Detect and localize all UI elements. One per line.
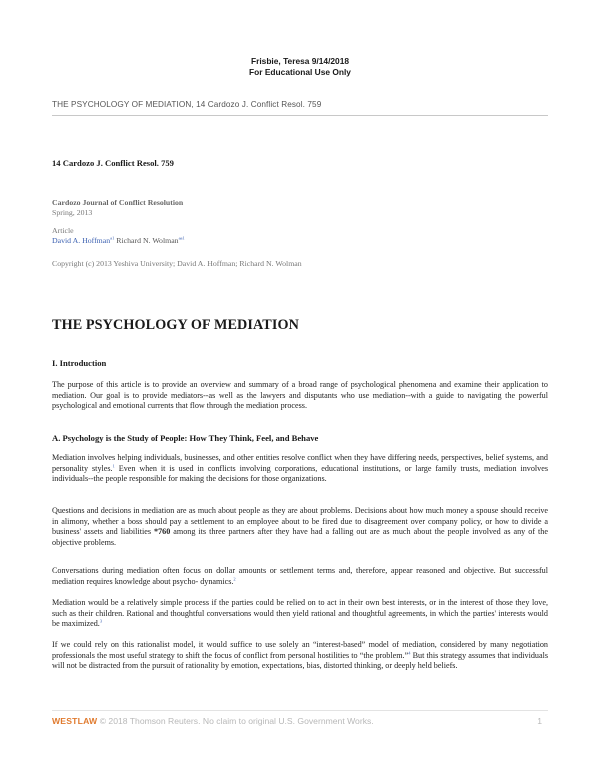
doc-title-bar: THE PSYCHOLOGY OF MEDIATION, 14 Cardozo J. Conflict Resol. 759 (52, 100, 322, 109)
paragraph (52, 640, 548, 672)
article-title: THE PSYCHOLOGY OF MEDIATION (52, 317, 299, 333)
author-footnote-link[interactable]: a1 (110, 235, 115, 241)
footnote-link[interactable]: 4 (408, 649, 411, 655)
footer-divider (52, 710, 548, 711)
text-span: Mediation involves helping individuals, businesses, and other entities resolve conflict when they have differing needs, perspectives, belief systems, and personality styles. (52, 453, 548, 473)
document-header (0, 56, 600, 77)
article-info (52, 226, 185, 246)
footnote-link[interactable]: 3 (99, 618, 103, 624)
text-span: Conversations during mediation often focus on dollar amounts or settlement terms and, therefore, appear reasoned and objective. But successful mediation requires knowledge about psycho- dynamics. (52, 566, 548, 586)
text-span: among its three partners after they have had a falling out are as much about the people involved as any of the objective problems. (52, 527, 548, 547)
paragraph-introduction: The purpose of this article is to provide an overview and summary of a broad range of psychological phenomena and examine their application to mediation. Our goal is to provide mediators--as well as the lawyers and disputants who use mediation--with a guide to navigating the powerful psychological and emotional currents that flow through the mediation process. (52, 380, 548, 411)
authors-line (52, 236, 185, 246)
page-number: 1 (537, 716, 542, 726)
section-heading-introduction: I. Introduction (52, 358, 107, 368)
westlaw-logo: WESTLAW (52, 716, 98, 726)
author-link-hoffman[interactable]: David A. Hoffman (52, 236, 111, 245)
journal-info (52, 198, 183, 218)
text-span: But this strategy assumes that individuals will not be distracted from the pursuit of rationality by emotion, expectations, bias, distorted thinking, or deeply held beliefs. (52, 650, 548, 671)
user-date-line: Frisbie, Teresa 9/14/2018 (250, 56, 350, 66)
author-footnote-link[interactable]: aa1 (178, 235, 185, 241)
article-label: Article (52, 226, 74, 235)
paragraph (52, 506, 548, 548)
header-divider (52, 115, 548, 116)
text-span: Even when it is used in conflicts involving corporations, educational institutions, or large family trusts, mediation involves individuals--the people responsible for making the decisions for those organizations. (52, 463, 548, 484)
text-span: Mediation would be a relatively simple process if the parties could be relied on to act in their own best interests, or in the interest of those they love, such as their children. Rational and thoughtful conversations would then yield rational and thoughtful agreements, in which the parties' interests would be maximized. (52, 598, 548, 629)
paragraph (52, 453, 548, 485)
usage-notice: For Educational Use Only (249, 66, 351, 77)
paragraph (52, 598, 548, 630)
footer-copyright: © 2018 Thomson Reuters. No claim to original U.S. Government Works. (97, 716, 374, 726)
footnote-link[interactable]: 2 (233, 575, 236, 581)
publication-date: Spring, 2013 (52, 208, 93, 217)
star-page-marker: *760 (154, 527, 171, 537)
text-span: Questions and decisions in mediation are as much about people as they are about problems. Decisions about how much money a spouse should receive in alimony, whether a boss should pay a settlement to an employee about to be fired due to disagreement over company policy, or how to divide a business' assets and liabilities (52, 506, 548, 537)
author-wolman: Richard N. Wolman (114, 236, 179, 245)
text-span: If we could rely on this rationalist model, it would suffice to use solely an “interest-based” model of mediation, considered by many negotiation professionals the most useful strategy to shift the focus of conflict from personal hostilities to “the problem.” (52, 640, 548, 660)
section-heading-psychology: A. Psychology is the Study of People: How They Think, Feel, and Behave (52, 433, 319, 443)
paragraph (52, 566, 548, 587)
page-footer (52, 716, 548, 726)
citation: 14 Cardozo J. Conflict Resol. 759 (52, 158, 174, 168)
copyright-line: Copyright (c) 2013 Yeshiva University; David A. Hoffman; Richard N. Wolman (52, 259, 302, 268)
footnote-link[interactable]: 1 (112, 462, 115, 468)
journal-name: Cardozo Journal of Conflict Resolution (52, 198, 184, 207)
